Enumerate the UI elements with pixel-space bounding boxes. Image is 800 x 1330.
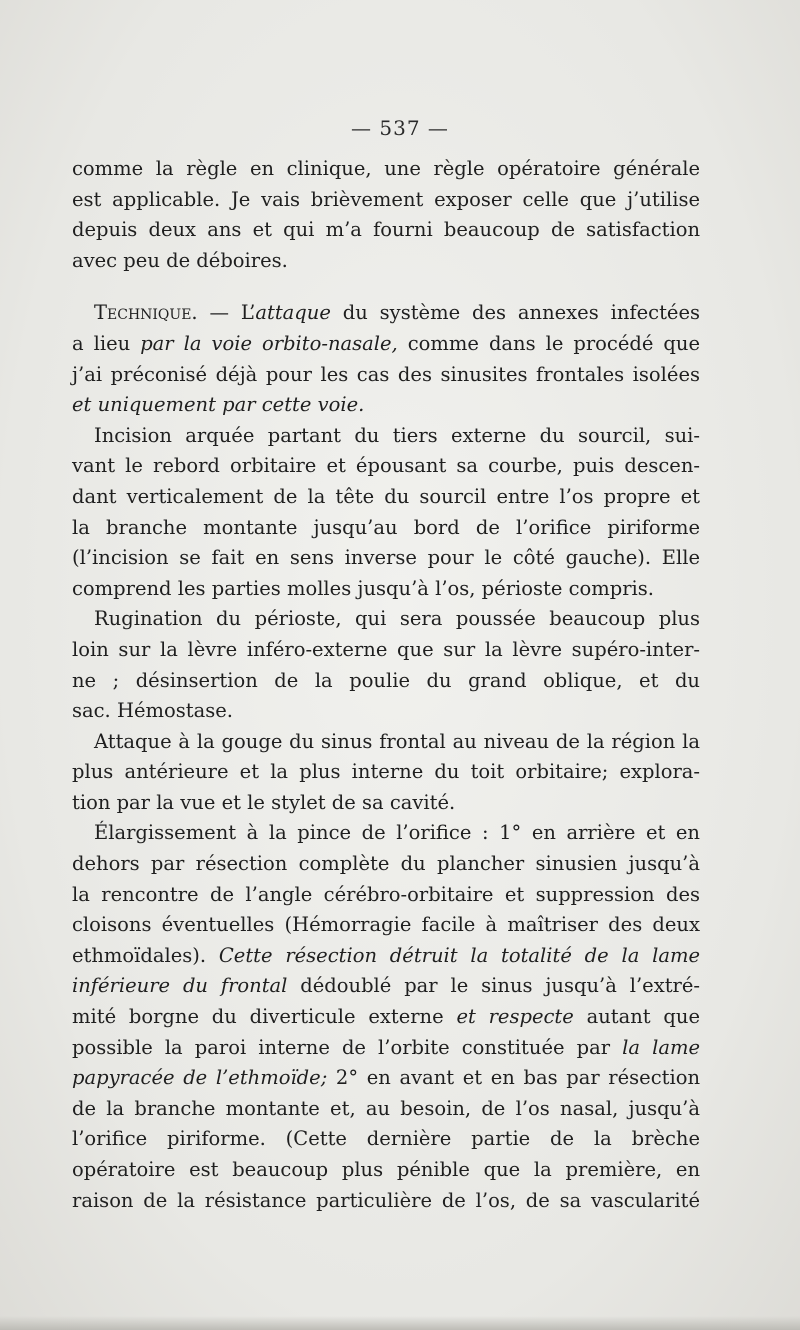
text-line <box>72 910 700 941</box>
page-number: — 537 — <box>351 116 449 140</box>
text-segment: raison de la résistance particulière de l’os, de sa vascularité <box>72 1188 700 1212</box>
italic-text: Cette résection détruit la totalité de la lame <box>218 943 700 967</box>
text-line <box>72 727 700 758</box>
text-segment: Élargissement à la pince de l’orifice : 1° en arrière et en <box>94 821 700 845</box>
text-segment: ethmoïdales). <box>72 943 219 967</box>
text-segment: la rencontre de l’angle cérébro-orbitaire et suppression des <box>72 882 700 906</box>
text-segment: (l’incision se fait en sens inverse pour le côté gauche). Elle <box>72 546 700 570</box>
text-line <box>72 421 700 452</box>
text-segment: autant que <box>573 1005 701 1029</box>
paragraph <box>72 298 700 420</box>
text-segment: Attaque à la gouge du sinus frontal au niveau de la région la <box>94 729 700 753</box>
text-line <box>72 246 700 277</box>
paragraph <box>72 604 700 726</box>
text-segment: vant le rebord orbitaire et épousant sa courbe, puis descen- <box>72 454 700 478</box>
text-segment: dant verticalement de la tête du sourcil entre l’os propre et <box>72 484 700 508</box>
paragraph-gap <box>72 276 700 298</box>
text-segment: avec peu de déboires. <box>72 248 288 272</box>
italic-text: et uniquement par cette voie. <box>72 393 365 417</box>
text-segment: possible la paroi interne de l’orbite constituée par <box>72 1035 623 1059</box>
text-segment: comprend les parties molles jusqu’à l’os, périoste compris. <box>72 576 654 600</box>
text-line <box>72 482 700 513</box>
text-segment: j’ai préconisé déjà pour les cas des sinusites frontales isolées <box>72 362 700 386</box>
text-line <box>72 1033 700 1064</box>
text-line <box>72 360 700 391</box>
paragraph <box>72 727 700 819</box>
section-heading: Technique. <box>94 301 198 325</box>
text-segment: 2° en avant et en bas par résection <box>327 1066 700 1090</box>
text-line <box>72 696 700 727</box>
text-segment: Incision arquée partant du tiers externe du sourcil, sui- <box>94 423 700 447</box>
text-line <box>72 1063 700 1094</box>
italic-text: par la voie orbito-nasale, <box>140 331 398 355</box>
text-line <box>72 666 700 697</box>
text-segment: du système des annexes infectées <box>330 301 700 325</box>
text-segment: plus antérieure et la plus interne du toit orbitaire; explora- <box>72 760 700 784</box>
text-segment: depuis deux ans et qui m’a fourni beaucoup de satisfaction <box>72 218 700 242</box>
text-segment: comme la règle en clinique, une règle opératoire générale <box>72 157 700 180</box>
paragraph <box>72 818 700 1216</box>
paragraph <box>72 421 700 605</box>
text-segment: est applicable. Je vais brièvement exposer celle que j’utilise <box>72 187 700 211</box>
paragraph <box>72 154 700 276</box>
text-segment: Rugination du périoste, qui sera poussée beaucoup plus <box>94 607 700 631</box>
text-segment: — L’ <box>197 301 256 325</box>
text-line <box>72 215 700 246</box>
text-line <box>72 451 700 482</box>
text-line <box>72 849 700 880</box>
text-line <box>72 1002 700 1033</box>
text-line <box>72 757 700 788</box>
text-line <box>72 390 700 421</box>
text-line <box>72 880 700 911</box>
italic-text: papyracée de l’ethmoïde; <box>72 1066 328 1090</box>
text-line <box>72 604 700 635</box>
text-segment: la branche montante jusqu’au bord de l’orifice piriforme <box>72 515 700 539</box>
text-line <box>72 543 700 574</box>
text-line <box>72 329 700 360</box>
text-line <box>72 1186 700 1217</box>
text-segment: de la branche montante et, au besoin, de l’os nasal, jusqu’à <box>72 1096 700 1120</box>
text-segment: comme dans le procédé que <box>397 331 700 355</box>
text-line <box>72 185 700 216</box>
text-segment: dédoublé par le sinus jusqu’à l’extré- <box>287 974 700 998</box>
text-line <box>72 154 700 185</box>
italic-text: inférieure du frontal <box>72 974 288 998</box>
text-line <box>72 1155 700 1186</box>
text-segment: opératoire est beaucoup plus pénible que la première, en <box>72 1158 700 1181</box>
text-segment: l’orifice piriforme. (Cette dernière partie de la brèche <box>72 1127 700 1151</box>
text-line <box>72 574 700 605</box>
text-segment: sac. Hémostase. <box>72 699 233 723</box>
italic-text: et respecte <box>456 1005 574 1029</box>
body-text <box>72 154 700 1216</box>
text-segment: ne ; désinsertion de la poulie du grand oblique, et du <box>72 668 700 692</box>
italic-text: la lame <box>622 1035 700 1059</box>
text-segment: tion par la vue et le stylet de sa cavité. <box>72 790 456 814</box>
italic-text: attaque <box>255 301 331 325</box>
text-segment: mité borgne du diverticule externe <box>72 1005 457 1029</box>
text-segment: dehors par résection complète du plancher sinusien jusqu’à <box>72 852 700 876</box>
text-segment: a lieu <box>72 331 141 355</box>
text-line <box>72 635 700 666</box>
text-line <box>72 788 700 819</box>
text-segment: cloisons éventuelles (Hémorragie facile à maîtriser des deux <box>72 913 700 937</box>
text-segment: loin sur la lèvre inféro-externe que sur la lèvre supéro-inter- <box>72 637 700 661</box>
text-line <box>72 298 700 329</box>
text-line <box>72 1094 700 1125</box>
text-line <box>72 513 700 544</box>
text-line <box>72 971 700 1002</box>
text-line <box>72 1124 700 1155</box>
text-line <box>72 941 700 972</box>
text-line <box>72 818 700 849</box>
